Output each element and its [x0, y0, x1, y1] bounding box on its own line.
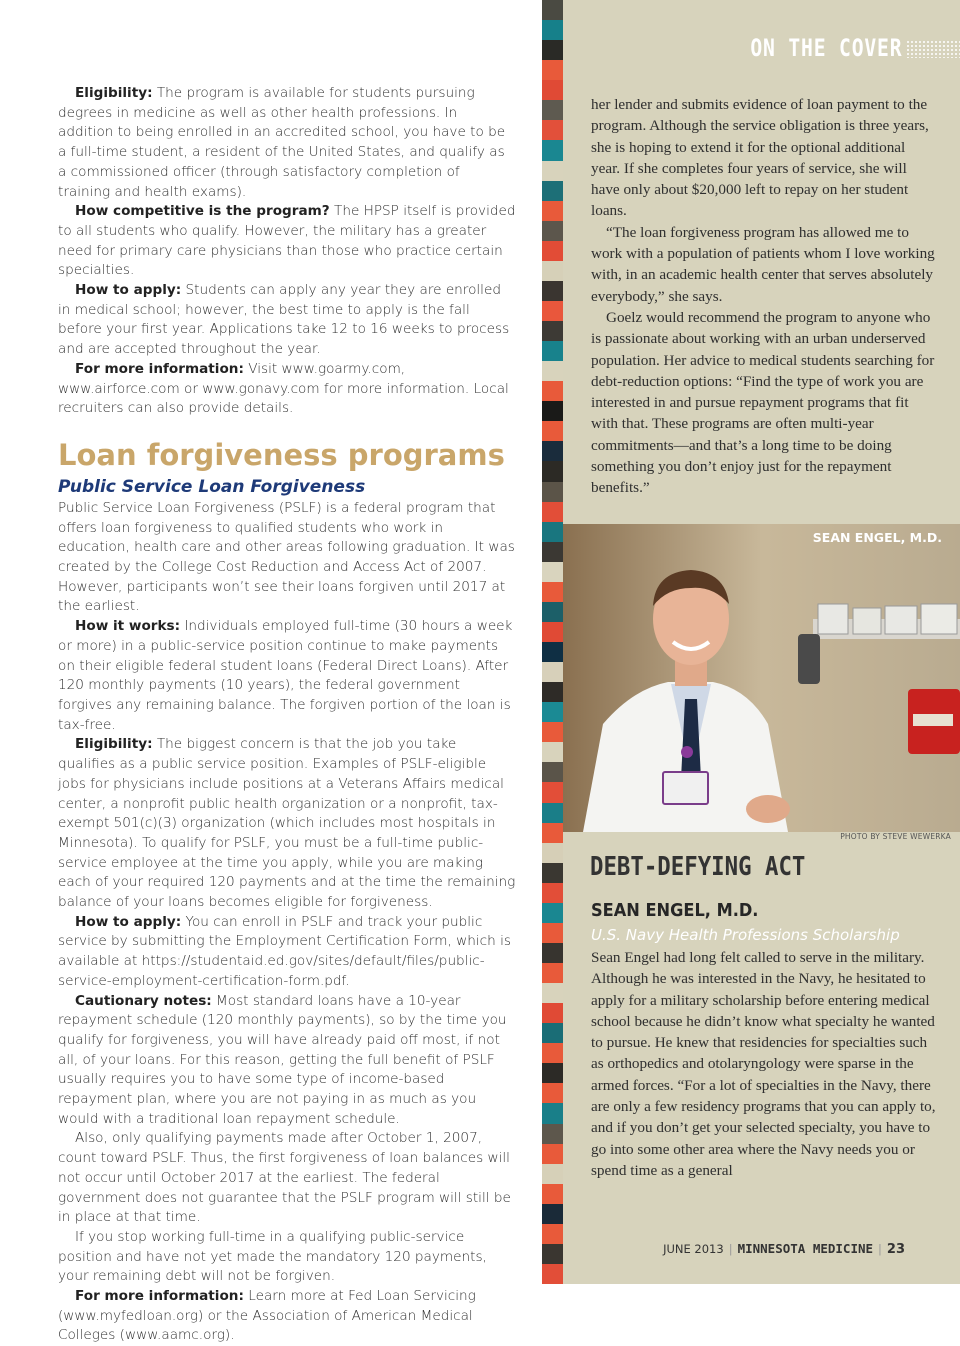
stripe-segment [542, 602, 563, 622]
stripe-segment [542, 963, 563, 983]
stripe-segment [542, 923, 563, 943]
stripe-segment [542, 161, 563, 181]
stripe-segment [542, 803, 563, 823]
stripe-segment [542, 1224, 563, 1244]
stripe-segment [542, 582, 563, 602]
stripe-segment [542, 662, 563, 682]
paragraph: her lender and submits evidence of loan payment to the program. Although the service obligation is three years, she is hoping to extend it for the optional additional year. If she completes four years of service, she will have only about $20,000 left to repay on her student loans. [591, 96, 929, 220]
stripe-segment [542, 281, 563, 301]
stripe-segment [542, 983, 563, 1003]
stripe-segment [542, 80, 563, 100]
stripe-segment [542, 943, 563, 963]
stripe-segment [542, 0, 563, 20]
issue-date: JUNE 2013 [663, 1242, 724, 1256]
stripe-segment [542, 100, 563, 120]
stripe-segment [542, 341, 563, 361]
stripe-segment [542, 542, 563, 562]
stripe-segment [542, 482, 563, 502]
stripe-segment [542, 742, 563, 762]
paragraph: Goelz would recommend the program to anyone who is passionate about working with an urban underserved population. Her advice to medical students searching for debt-reduction options: “Find the type of work you are interested in and pursue repayment programs that fit with that. These programs are often multi-year commitments—and that’s a long time to be doing something you don’t enjoy just for the repayment benefits.” [591, 308, 935, 497]
paragraph: How to apply: Students can apply any year they are enrolled in medical school; however, the best time to apply is the fall before your first year. Applications take 12 to 16 weeks to process and are accepted throughout the year. [58, 282, 510, 358]
stripe-segment [542, 1184, 563, 1204]
section-label: ON THE COVER [749, 34, 902, 62]
stripe-segment [542, 441, 563, 461]
stripe-segment [542, 1103, 563, 1123]
right-column-bottom-text [591, 947, 936, 1181]
paragraph: For more information: Visit www.goarmy.com, www.airforce.com or www.gonavy.com for more information. Local recruiters can also provide details. [58, 360, 509, 417]
stripe-segment [542, 20, 563, 40]
stripe-segment [542, 562, 563, 582]
stripe-segment [542, 722, 563, 742]
stripe-segment [542, 241, 563, 261]
magazine-name: MINNESOTA MEDICINE [737, 1241, 874, 1256]
left-column [58, 84, 516, 1346]
paragraph: Eligibility: The biggest concern is that the job you take qualifies as a public service position. Examples of PSLF-eligible jobs for physicians include positions at a Veterans Affairs medical center, a nonprofit public health organization or a nonprofit, tax-exempt 501(c)(3) organization (which includes most hospitals in Minnesota). To qualify for PSLF, you must be a full-time public-service employee at the time you apply, while you are making each of your required 120 payments and at the time the remaining balance of your loans becomes eligible for forgiveness. [58, 736, 516, 911]
stripe-segment [542, 843, 563, 863]
stripe-segment [542, 201, 563, 221]
stripe-segment [542, 1244, 563, 1264]
paragraph: How to apply: You can enroll in PSLF and track your public service by submitting the Employment Certification Form, which is available at https://studentaid.ed.gov/sites/default/files/public-service-employment-certification-form.pdf. [58, 913, 511, 989]
right-column-top-text [591, 94, 936, 499]
profile-name: SEAN ENGEL, M.D. [591, 900, 759, 921]
photo-caption-label: SEAN ENGEL, M.D. [812, 530, 942, 545]
stripe-segment [542, 762, 563, 782]
stripe-segment [542, 682, 563, 702]
stripe-segment [542, 60, 563, 80]
stripe-segment [542, 883, 563, 903]
stripe-segment [542, 502, 563, 522]
paragraph: Sean Engel had long felt called to serve in the military. Although he was interested in the Navy, he hesitated to apply for a military scholarship before entering medical school because he didn’t know what specialty he wanted to pursue. He knew that residencies for specialties such as orthopedics and otolaryngology were sparse in the armed forces. “For a lot of specialties in the Navy, there are only a few residency programs that you can apply to, and if you don’t get your selected specialty, you have to go into some other area where the Navy needs you or spend time as a general [591, 949, 936, 1179]
stripe-segment [542, 40, 563, 60]
stripe-segment [542, 1043, 563, 1063]
stripe-segment [542, 221, 563, 241]
stripe-segment [542, 522, 563, 542]
stripe-segment [542, 1063, 563, 1083]
stripe-segment [542, 1144, 563, 1164]
stripe-segment [542, 1164, 563, 1184]
stripe-segment [542, 903, 563, 923]
decorative-color-stripe [542, 0, 563, 1284]
portrait-illustration [563, 524, 960, 832]
paragraph: Cautionary notes: Most standard loans have a 10-year repayment schedule (120 monthly payments), so by the time you qualify for forgiveness, you will have already paid off most, if not all, of your loans. For this reason, getting the full benefit of PSLF usually requires you to have some type of income-based repayment plan, where you are not paying in as much as you would with a traditional loan repayment schedule. [58, 992, 507, 1127]
stripe-segment [542, 321, 563, 341]
paragraph: How it works: Individuals employed full-time (30 hours a week or more) in a public-service position continue to make payments on their eligible federal student loans (Federal Direct Loans). After 120 monthly payments (10 years), the federal government forgives any remaining balance. The forgiven portion of the loan is tax-free. [58, 618, 513, 733]
stripe-segment [542, 140, 563, 160]
stripe-segment [542, 1003, 563, 1023]
stripe-segment [542, 642, 563, 662]
stripe-segment [542, 261, 563, 281]
paragraph: Public Service Loan Forgiveness (PSLF) is a federal program that offers loan forgiveness to qualified students who work in education, health care and other areas following graduation. It was created by the College Cost Reduction and Access Act of 2007. However, participants won’t see their loans forgiven until 2017 at the earliest. [58, 499, 515, 615]
portrait-photo [563, 524, 960, 832]
paragraph: How competitive is the program? The HPSP itself is provided to all students who qualify. However, the military has a greater need for primary care physicians than those who practice certain specialties. [58, 203, 516, 279]
stripe-segment [542, 401, 563, 421]
stripe-segment [542, 622, 563, 642]
page-footer [663, 1241, 905, 1257]
stripe-segment [542, 823, 563, 843]
section-heading: Loan forgiveness programs [58, 437, 505, 472]
profile-program: U.S. Navy Health Professions Scholarship [591, 926, 900, 944]
stripe-segment [542, 702, 563, 722]
stripe-segment [542, 1124, 563, 1144]
paragraph: “The loan forgiveness program has allowed me to work with a population of patients whom I love working with, in an academic health center that serves absolutely everybody,” she says. [591, 223, 935, 305]
divider: | [728, 1242, 733, 1256]
stripe-segment [542, 381, 563, 401]
stripe-segment [542, 1083, 563, 1103]
stripe-segment [542, 301, 563, 321]
stripe-segment [542, 421, 563, 441]
stripe-segment [542, 1264, 563, 1284]
section-subheading: Public Service Loan Forgiveness [58, 476, 366, 497]
paragraph: Eligibility: The program is available for students pursuing degrees in medicine as well as other health professions. In addition to being enrolled in an accredited school, you have to be a full-time student, a resident of the United States, and qualify as a commissioned officer (through satisfactory completion of training and health exams). [58, 85, 506, 200]
stripe-segment [542, 361, 563, 381]
stripe-segment [542, 461, 563, 481]
stripe-segment [542, 181, 563, 201]
page-number: 23 [886, 1242, 905, 1257]
paragraph: Also, only qualifying payments made after October 1, 2007, count toward PSLF. Thus, the first forgiveness of loan balances will not occur until October 2017 at the earliest. The federal government does not guarantee that the PSLF program will still be in place at that time. [58, 1130, 511, 1226]
feature-title: DEBT-DEFYING ACT [590, 852, 806, 882]
stripe-segment [542, 120, 563, 140]
paragraph: For more information: Learn more at Fed Loan Servicing (www.myfedloan.org) or the Association of American Medical Colleges (www.aamc.org). [58, 1288, 476, 1344]
paragraph: If you stop working full-time in a qualifying public-service position and have not yet made the mandatory 120 payments, your remaining debt will not be forgiven. [58, 1228, 487, 1285]
divider: | [878, 1242, 882, 1256]
photo-credit: PHOTO BY STEVE WEWERKA [840, 832, 951, 841]
stripe-segment [542, 863, 563, 883]
stripe-segment [542, 782, 563, 802]
dot-pattern-decoration [906, 40, 960, 58]
stripe-segment [542, 1023, 563, 1043]
stripe-segment [542, 1204, 563, 1224]
